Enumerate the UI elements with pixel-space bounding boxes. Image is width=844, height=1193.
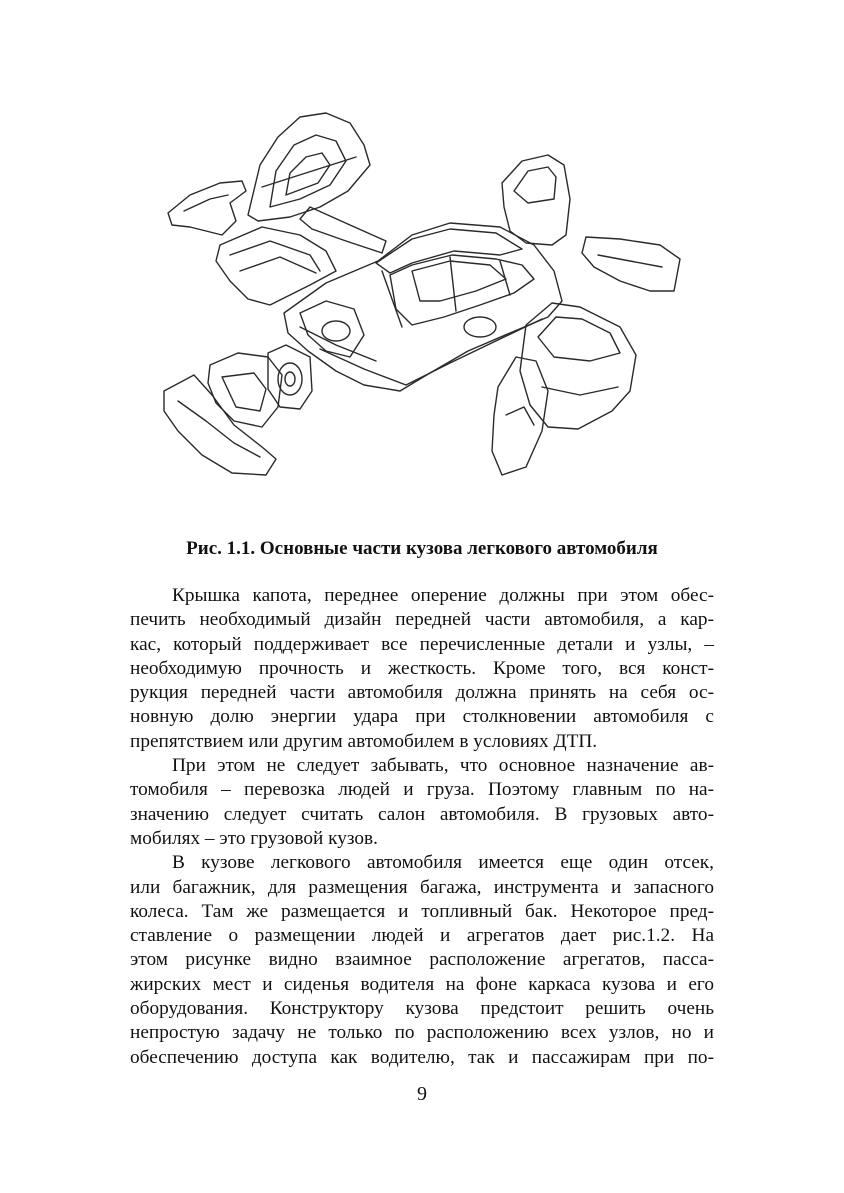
text-line: новную долю энергии удара при столкновении автомобиля с [130, 706, 714, 728]
text-line: обеспечению доступа как водителю, так и пассажирам при по- [130, 1046, 714, 1068]
text-line: томобиля – перевозка людей и груза. Поэтому главным по на- [130, 779, 714, 801]
hood-part [216, 227, 336, 305]
cowl-panel-part [300, 207, 386, 253]
text-line: значению следует считать салон автомобиля. В грузовых авто- [130, 803, 714, 825]
front-fender-left-part [168, 181, 246, 235]
radiator-support-part [208, 353, 282, 427]
rear-door-upper-part [502, 155, 570, 245]
text-line: или багажник, для размещения багажа, инструмента и запасного [130, 876, 714, 898]
text-line: рукция передней части автомобиля должна принять на себя ос- [130, 682, 714, 704]
text-line: колеса. Там же размещается и топливный бак. Некоторое пред- [130, 900, 714, 922]
text-line: В кузове легкового автомобиля имеется еще один отсек, [172, 852, 714, 874]
text-line: При этом не следует забывать, что основное назначение ав- [172, 755, 714, 777]
page-number: 9 [417, 1083, 427, 1105]
text-line: жирских мест и сиденья водителя на фоне каркаса кузова и его [130, 973, 714, 995]
cooling-module-part [268, 345, 312, 409]
text-line: этом рисунке видно взаимное расположение агрегатов, пасса- [130, 949, 714, 971]
text-line: кас, который поддерживает все перечисленные детали и узлы, – [130, 633, 714, 655]
car-body-exploded-illustration [150, 95, 695, 515]
text-line: печить необходимый дизайн передней части автомобиля, а кар- [130, 609, 714, 631]
text-line: ставление о размещении людей и агрегатов дает рис.1.2. На [130, 925, 714, 947]
front-bumper-part [164, 375, 276, 475]
side-frame-part [248, 113, 370, 221]
text-line: мобилях – это грузовой кузов. [130, 827, 378, 849]
car-body-drawing [150, 95, 695, 515]
figure-caption: Рис. 1.1. Основные части кузова легкового автомобиля [186, 538, 658, 559]
body-text [130, 584, 714, 1070]
text-line: Крышка капота, переднее оперение должны при этом обес- [172, 585, 714, 606]
text-line: препятствием или другим автомобилем в условиях ДТП. [130, 730, 598, 752]
text-line: необходимую прочность и жесткость. Кроме того, вся конст- [130, 657, 714, 679]
text-line: непростую задачу не только по расположению всех узлов, но и [130, 1022, 714, 1044]
rear-bumper-part [582, 237, 680, 291]
text-line: оборудования. Конструктору кузова предстоит решить очень [130, 998, 714, 1020]
